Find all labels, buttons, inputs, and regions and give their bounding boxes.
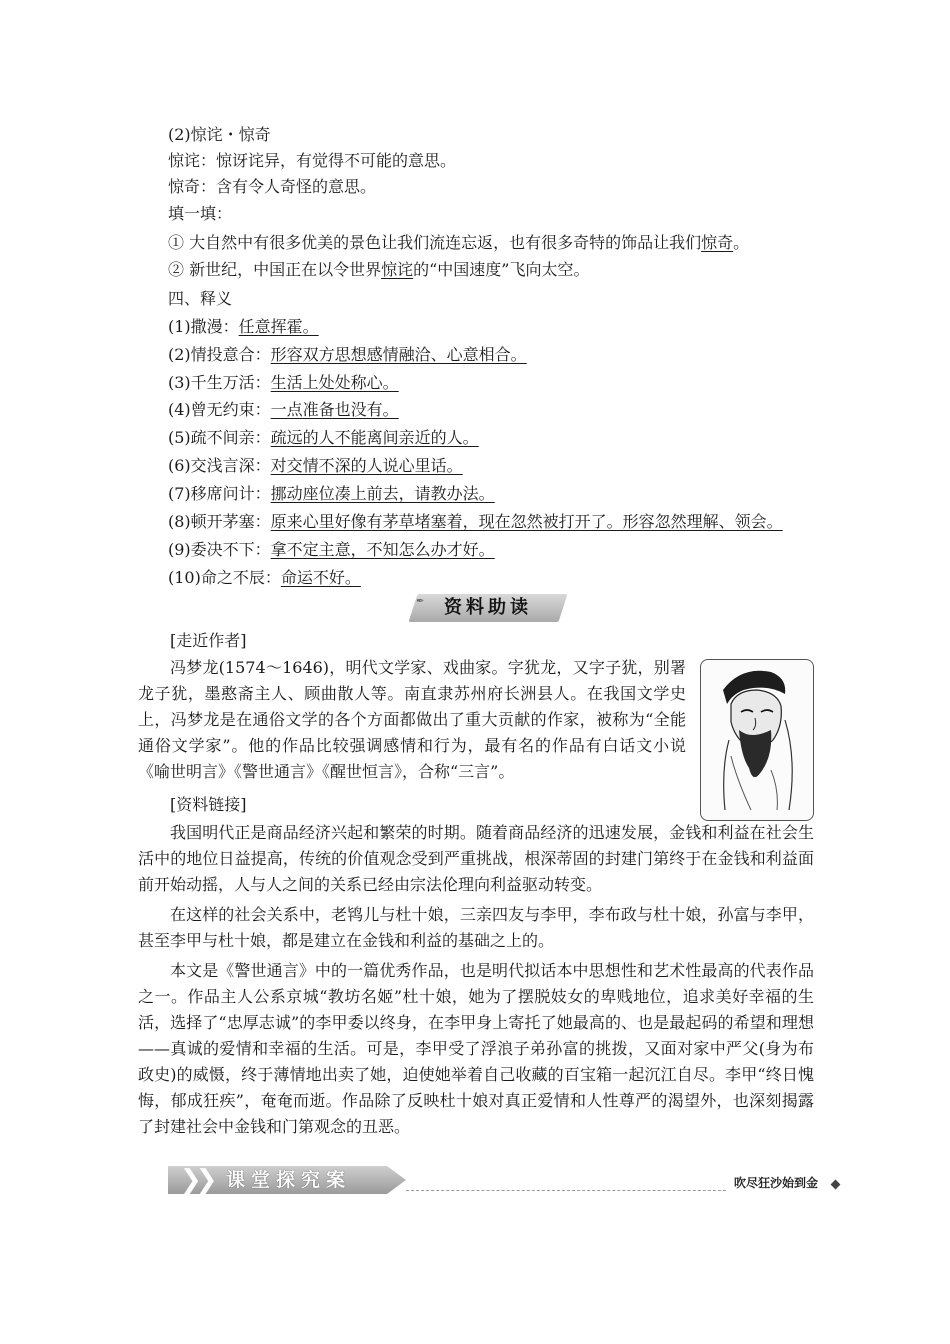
quill-icon: ✒ [416, 596, 425, 607]
definition-term: (2)情投意合： [168, 345, 271, 364]
material-paragraph: 在这样的社会关系中，老鸨儿与杜十娘，三亲四友与李甲，李布政与杜十娘，孙富与李甲，甚至李甲与杜十娘，都是建立在金钱和利益的基础之上的。 [138, 905, 814, 950]
material-section-tag: [资料链接] [170, 795, 247, 814]
material-paragraph: 本文是《警世通言》中的一篇优秀作品，也是明代拟话本中思想性和艺术性最高的代表作品之一。作品主人公系京城“教坊名姬”杜十娘，她为了摆脱妓女的卑贱地位，追求美好幸福的生活，选择了“忠厚志诚”的李甲委以终身，在李甲身上寄托了她最高的、也是最起码的希望和理想——真诚的爱情和幸福的生活。可是，李甲受了浮浪子弟孙富的挑拨，又面对家中严父(身为布政史)的威慑，终于薄情地出卖了她，迫使她举着自己收藏的百宝箱一起沉江自尽。李甲“终日愧悔，郁成狂疾”，奄奄而逝。作品除了反映杜十娘对真正爱情和人性尊严的渴望外，也深刻揭露了封建社会中金钱和门第观念的丑恶。 [138, 961, 814, 1136]
fill-question-2 [168, 257, 589, 283]
definition-item [168, 370, 399, 396]
definition-term: (6)交浅言深： [168, 456, 271, 475]
fill-answer-1: 惊奇 [701, 233, 734, 252]
definition-item [168, 481, 495, 507]
definition-item [168, 537, 495, 563]
author-portrait-image [700, 659, 814, 821]
double-chevron-icon: ❯❯ [180, 1165, 212, 1195]
definition-term: (7)移席问计： [168, 484, 271, 503]
section-banner-title: 资料助读 [444, 597, 532, 618]
definition-item [168, 342, 527, 368]
definition-answer: 原来心里好像有茅草堵塞着，现在忽然被打开了。形容忽然理解、领会。 [270, 512, 783, 531]
fill-answer-2: 惊诧 [381, 260, 414, 279]
definition-item [168, 565, 361, 591]
author-paragraph-block [138, 655, 686, 785]
diamond-icon [831, 1180, 841, 1190]
definition-answer: 疏远的人不能离间亲近的人。 [270, 428, 479, 447]
definition-item [168, 397, 399, 423]
definition-answer: 生活上处处称心。 [270, 373, 399, 392]
definition-answer: 任意挥霍。 [238, 317, 319, 336]
portrait-sketch-icon [701, 660, 813, 820]
definition-answer: 对交情不深的人说心里话。 [270, 456, 463, 475]
definition-item [168, 453, 463, 479]
definition-answer: 一点准备也没有。 [270, 400, 399, 419]
word-pair-title: (2)惊诧・惊奇 [168, 125, 271, 144]
author-section-tag: [走近作者] [170, 631, 247, 650]
definition-term: (5)疏不间亲： [168, 428, 271, 447]
definition-answer: 挪动座位凑上前去，请教办法。 [270, 484, 495, 503]
definition-answer: 拿不定主意，不知怎么办才好。 [270, 540, 495, 559]
fill-question-1 [168, 230, 749, 256]
section-heading-shiyi: 四、释义 [168, 289, 233, 308]
definition-term: (10)命之不辰： [168, 568, 281, 587]
material-paragraph-block [138, 820, 814, 1140]
material-paragraph: 我国明代正是商品经济兴起和繁荣的时期。随着商品经济的迅速发展，金钱和利益在社会生活中的地位日益提高，传统的价值观念受到严重挑战，根深蒂固的封建门第终于在金钱和利益面前开始动摇，人与人之间的关系已经由宗法伦理向利益驱动转变。 [138, 823, 814, 894]
definition-term: (4)曾无约束： [168, 400, 271, 419]
fill-in-label: 填一填： [168, 204, 233, 223]
definition-jingqi: 惊奇：含有令人奇怪的意思。 [168, 177, 377, 196]
fill-question-1-suffix: 。 [733, 233, 750, 252]
fill-question-1-prefix: ① 大自然中有很多优美的景色让我们流连忘返，也有很多奇特的饰品让我们 [168, 233, 702, 252]
fill-question-2-prefix: ② 新世纪，中国正在以令世界 [168, 260, 382, 279]
footer-slogan: 吹尽狂沙始到金 [734, 1176, 819, 1190]
definition-term: (1)撒漫： [168, 317, 239, 336]
fill-question-2-suffix: 的“中国速度”飞向太空。 [413, 260, 590, 279]
definition-item [168, 425, 479, 451]
definition-item [168, 509, 783, 535]
footer-banner-title: 课堂探究案 [226, 1169, 352, 1191]
definition-answer: 形容双方思想感情融洽、心意相合。 [270, 345, 527, 364]
definition-term: (9)委决不下： [168, 540, 271, 559]
definition-term: (8)顿开茅塞： [168, 512, 271, 531]
definition-jingcha: 惊诧：惊讶诧异，有觉得不可能的意思。 [168, 151, 457, 170]
definition-answer: 命运不好。 [280, 568, 361, 587]
footer-divider [406, 1190, 726, 1191]
author-paragraph: 冯梦龙(1574～1646)，明代文学家、戏曲家。字犹龙，又字子犹，别署龙子犹，墨憨斋主人、顾曲散人等。南直隶苏州府长洲县人。在我国文学史上，冯梦龙是在通俗文学的各个方面都做出了重大贡献的作家，被称为“全能通俗文学家”。他的作品比较强调感情和行为，最有名的作品有白话文小说《喻世明言》《警世通言》《醒世恒言》，合称“三言”。 [138, 658, 686, 781]
definition-item [168, 314, 319, 340]
definition-term: (3)千生万活： [168, 373, 271, 392]
